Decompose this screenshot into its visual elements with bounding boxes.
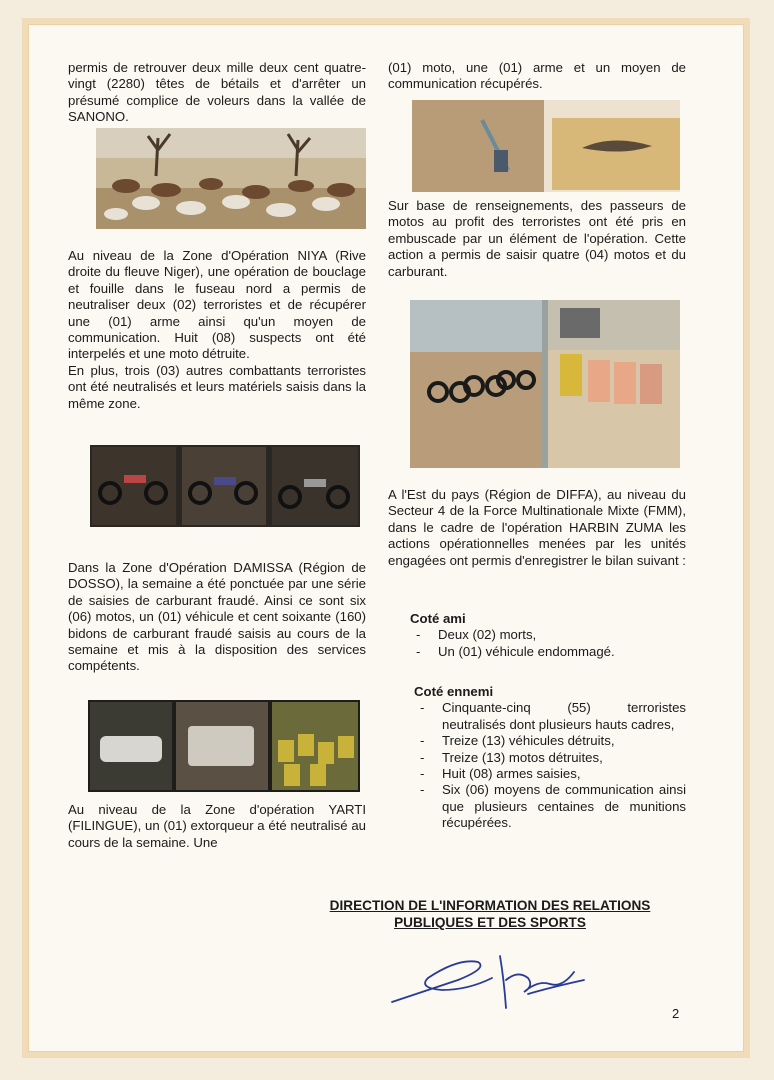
right-para-2: Sur base de renseignements, des passeurs de motos au profit des terroristes ont été pris en embuscade par un élément de l'opération. Cette action a permis de saisir quatre (04) motos et du carburant.	[388, 198, 686, 279]
right-para-3: A l'Est du pays (Région de DIFFA), au niveau du Secteur 4 de la Force Multinationale Mixte (FMM), dans le cadre de l'opération HARBIN ZUMA les actions opérationnelles menées par les unités engagées ont permis d'enregistrer le bilan suivant :	[388, 487, 686, 568]
left-para-1: permis de retrouver deux mille deux cent quatre-vingt (2280) têtes de bétails et d'arrêter un présumé complice de voleurs dans la vallée de SANONO.	[68, 60, 366, 125]
list-item: - Treize (13) véhicules détruits,	[414, 733, 686, 749]
list-item: - Un (01) véhicule endommagé.	[410, 644, 686, 660]
list-item: - Treize (13) motos détruites,	[414, 750, 686, 766]
photo-seized-motorcycles	[90, 445, 360, 527]
photo-weapon-seized	[412, 100, 680, 192]
cote-ami-section	[410, 611, 686, 660]
list-item: - Cinquante-cinq (55) terroristes neutralisés dont plusieurs hauts cadres,	[414, 700, 686, 733]
photo-vehicles-fuel-cans	[88, 700, 360, 792]
footer-line-2: PUBLIQUES ET DES SPORTS	[394, 915, 586, 930]
footer-line-1: DIRECTION DE L'INFORMATION DES RELATIONS	[329, 898, 651, 913]
cote-ennemi-section	[414, 684, 686, 832]
left-para-5: Au niveau de la Zone d'opération YARTI (FILINGUE), un (01) extorqueur a été neutralisé au cours de la semaine. Une	[68, 802, 366, 850]
cote-ennemi-heading: Coté ennemi	[414, 684, 494, 699]
photo-motos-fuel	[410, 300, 680, 468]
list-item: - Huit (08) armes saisies,	[414, 766, 686, 782]
footer-signature-block	[280, 897, 700, 931]
cote-ami-list	[410, 627, 686, 660]
page-number: 2	[672, 1006, 680, 1021]
cote-ami-heading: Coté ami	[410, 611, 466, 626]
list-item: - Deux (02) morts,	[410, 627, 686, 643]
list-item: - Six (06) moyens de communication ainsi que plusieurs centaines de munitions récupérées.	[414, 782, 686, 831]
left-para-4: Dans la Zone d'Opération DAMISSA (Région de DOSSO), la semaine a été ponctuée par une série de saisies de carburant fraudé. Ainsi ce sont six (06) motos, un (01) véhicule et cent soixante (160) bidons de carburant fraudé saisis au cours de la semaine et mis à la disposition des services compétents.	[68, 560, 366, 674]
handwritten-signature	[388, 950, 588, 1012]
right-para-1: (01) moto, une (01) arme et un moyen de communication récupérés.	[388, 60, 686, 92]
cote-ennemi-list	[414, 700, 686, 831]
photo-cattle-herd	[96, 128, 366, 229]
left-para-2: Au niveau de la Zone d'Opération NIYA (Rive droite du fleuve Niger), une opération de bouclage et fouille dans le fuseau nord a permis de neutraliser deux (02) terroristes et de récupérer une (01) arme ainsi qu'un moyen de communication. Huit (08) suspects ont été interpelés et une moto détruite. En plus, trois (03) autres combattants terroristes ont été neutralisés et leurs matériels saisis dans la même zone.	[68, 248, 366, 411]
